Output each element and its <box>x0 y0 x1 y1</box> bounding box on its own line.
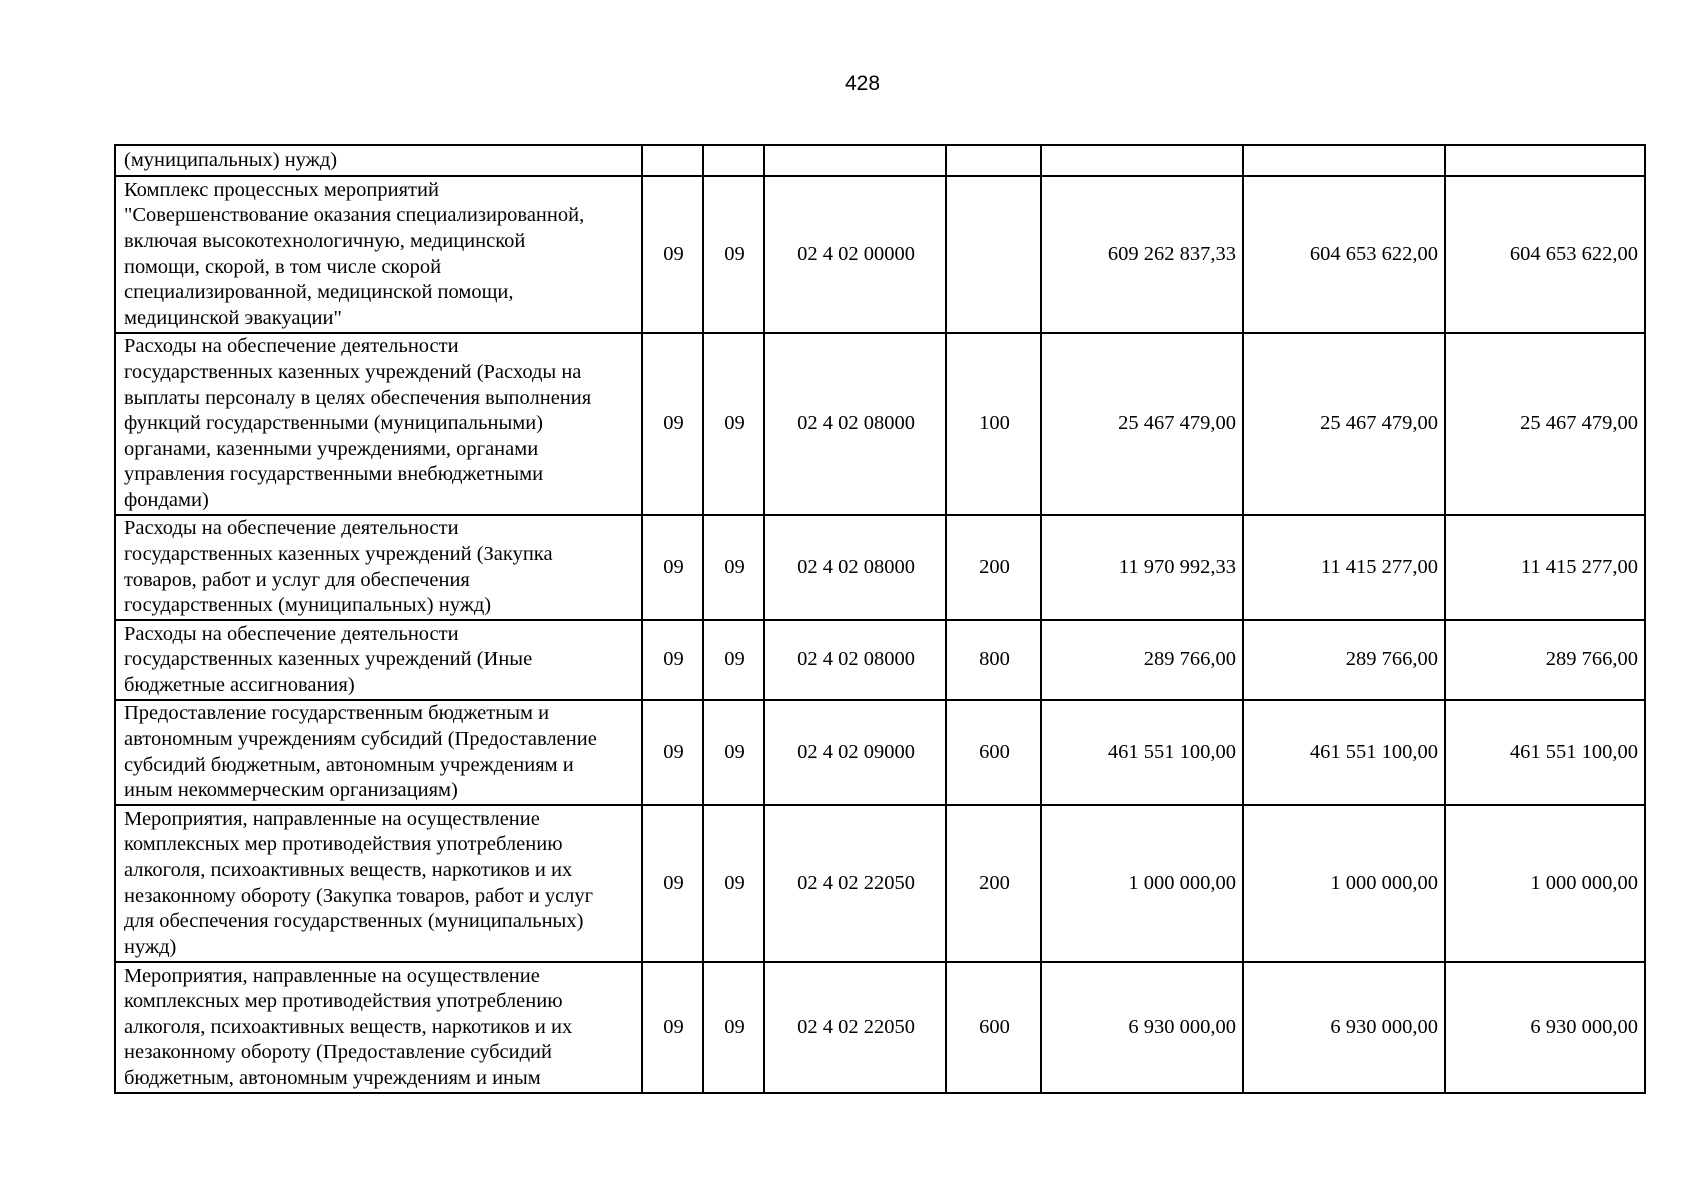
table-row <box>115 962 1645 1093</box>
csr-cell <box>764 145 946 176</box>
sum2-cell: 1 000 000,00 <box>1243 805 1445 962</box>
table-row <box>115 620 1645 700</box>
row-name-cell <box>115 145 642 176</box>
row-name: Мероприятия, направленные на осуществление комплексных мер противодействия употреблению алкоголя, психоактивных веществ, наркотиков и их незаконному обороту (Предоставление субсидий бюджетным, автономным учреждениям и иным <box>124 964 573 1089</box>
vr-cell: 800 <box>946 620 1041 700</box>
sum2-cell: 25 467 479,00 <box>1243 333 1445 515</box>
sum1-cell: 11 970 992,33 <box>1041 515 1243 620</box>
csr-cell: 02 4 02 00000 <box>764 176 946 333</box>
sum2-cell: 289 766,00 <box>1243 620 1445 700</box>
pr-cell: 09 <box>703 176 764 333</box>
pr-cell: 09 <box>703 515 764 620</box>
table-row <box>115 515 1645 620</box>
rz-cell <box>642 145 703 176</box>
pr-cell: 09 <box>703 333 764 515</box>
rz-cell: 09 <box>642 962 703 1093</box>
csr-cell: 02 4 02 08000 <box>764 333 946 515</box>
vr-cell: 200 <box>946 515 1041 620</box>
table-row <box>115 176 1645 333</box>
sum2-cell <box>1243 145 1445 176</box>
csr-cell: 02 4 02 09000 <box>764 700 946 805</box>
row-name: (муниципальных) нужд) <box>124 148 338 171</box>
rz-cell: 09 <box>642 620 703 700</box>
rz-cell: 09 <box>642 333 703 515</box>
sum3-cell: 11 415 277,00 <box>1445 515 1645 620</box>
budget-table <box>114 144 1646 1094</box>
sum3-cell: 289 766,00 <box>1445 620 1645 700</box>
row-name-cell <box>115 176 642 333</box>
table-row <box>115 805 1645 962</box>
rz-cell: 09 <box>642 805 703 962</box>
sum3-cell: 461 551 100,00 <box>1445 700 1645 805</box>
row-name: Расходы на обеспечение деятельности государственных казенных учреждений (Закупка товаров, работ и услуг для обеспечения государственных (муниципальных) нужд) <box>124 517 553 617</box>
sum2-cell: 11 415 277,00 <box>1243 515 1445 620</box>
row-name-cell <box>115 515 642 620</box>
row-name: Комплекс процессных мероприятий "Совершенствование оказания специализированной, включая высокотехнологичную, медицинской помощи, скорой, в том числе скорой специализированной, медицинской помощи, медицинской эвакуации" <box>124 178 585 329</box>
pr-cell: 09 <box>703 805 764 962</box>
sum3-cell <box>1445 145 1645 176</box>
row-name-cell <box>115 620 642 700</box>
row-name: Мероприятия, направленные на осуществление комплексных мер противодействия употреблению алкоголя, психоактивных веществ, наркотиков и их незаконному обороту (Закупка товаров, работ и услуг для обеспечения государственных (муниципальных) нужд) <box>124 807 594 958</box>
csr-cell: 02 4 02 08000 <box>764 620 946 700</box>
sum1-cell <box>1041 145 1243 176</box>
sum3-cell: 6 930 000,00 <box>1445 962 1645 1093</box>
page-number: 428 <box>844 72 881 95</box>
sum2-cell: 6 930 000,00 <box>1243 962 1445 1093</box>
sum1-cell: 609 262 837,33 <box>1041 176 1243 333</box>
sum1-cell: 1 000 000,00 <box>1041 805 1243 962</box>
sum1-cell: 461 551 100,00 <box>1041 700 1243 805</box>
csr-cell: 02 4 02 08000 <box>764 515 946 620</box>
row-name: Расходы на обеспечение деятельности государственных казенных учреждений (Расходы на выплаты персоналу в целях обеспечения выполнения функций государственными (муниципальными) органами, казенными учреждениями, органами управления государственными внебюджетными фондами) <box>124 335 592 511</box>
table-row <box>115 700 1645 805</box>
vr-cell: 600 <box>946 700 1041 805</box>
vr-cell: 600 <box>946 962 1041 1093</box>
row-name-cell <box>115 962 642 1093</box>
rz-cell: 09 <box>642 515 703 620</box>
sum3-cell: 604 653 622,00 <box>1445 176 1645 333</box>
sum3-cell: 25 467 479,00 <box>1445 333 1645 515</box>
pr-cell: 09 <box>703 620 764 700</box>
sum1-cell: 6 930 000,00 <box>1041 962 1243 1093</box>
row-name: Предоставление государственным бюджетным и автономным учреждениям субсидий (Предоставление субсидий бюджетным, автономным учреждениям и иным некоммерческим организациям) <box>124 702 597 802</box>
table-row <box>115 145 1645 176</box>
csr-cell: 02 4 02 22050 <box>764 805 946 962</box>
table-row <box>115 333 1645 515</box>
vr-cell: 100 <box>946 333 1041 515</box>
vr-cell <box>946 145 1041 176</box>
vr-cell: 200 <box>946 805 1041 962</box>
row-name-cell <box>115 805 642 962</box>
vr-cell <box>946 176 1041 333</box>
sum2-cell: 461 551 100,00 <box>1243 700 1445 805</box>
sum2-cell: 604 653 622,00 <box>1243 176 1445 333</box>
rz-cell: 09 <box>642 700 703 805</box>
rz-cell: 09 <box>642 176 703 333</box>
pr-cell <box>703 145 764 176</box>
pr-cell: 09 <box>703 700 764 805</box>
row-name: Расходы на обеспечение деятельности государственных казенных учреждений (Иные бюджетные ассигнования) <box>124 622 533 696</box>
sum3-cell: 1 000 000,00 <box>1445 805 1645 962</box>
row-name-cell <box>115 333 642 515</box>
sum1-cell: 25 467 479,00 <box>1041 333 1243 515</box>
pr-cell: 09 <box>703 962 764 1093</box>
sum1-cell: 289 766,00 <box>1041 620 1243 700</box>
row-name-cell <box>115 700 642 805</box>
csr-cell: 02 4 02 22050 <box>764 962 946 1093</box>
